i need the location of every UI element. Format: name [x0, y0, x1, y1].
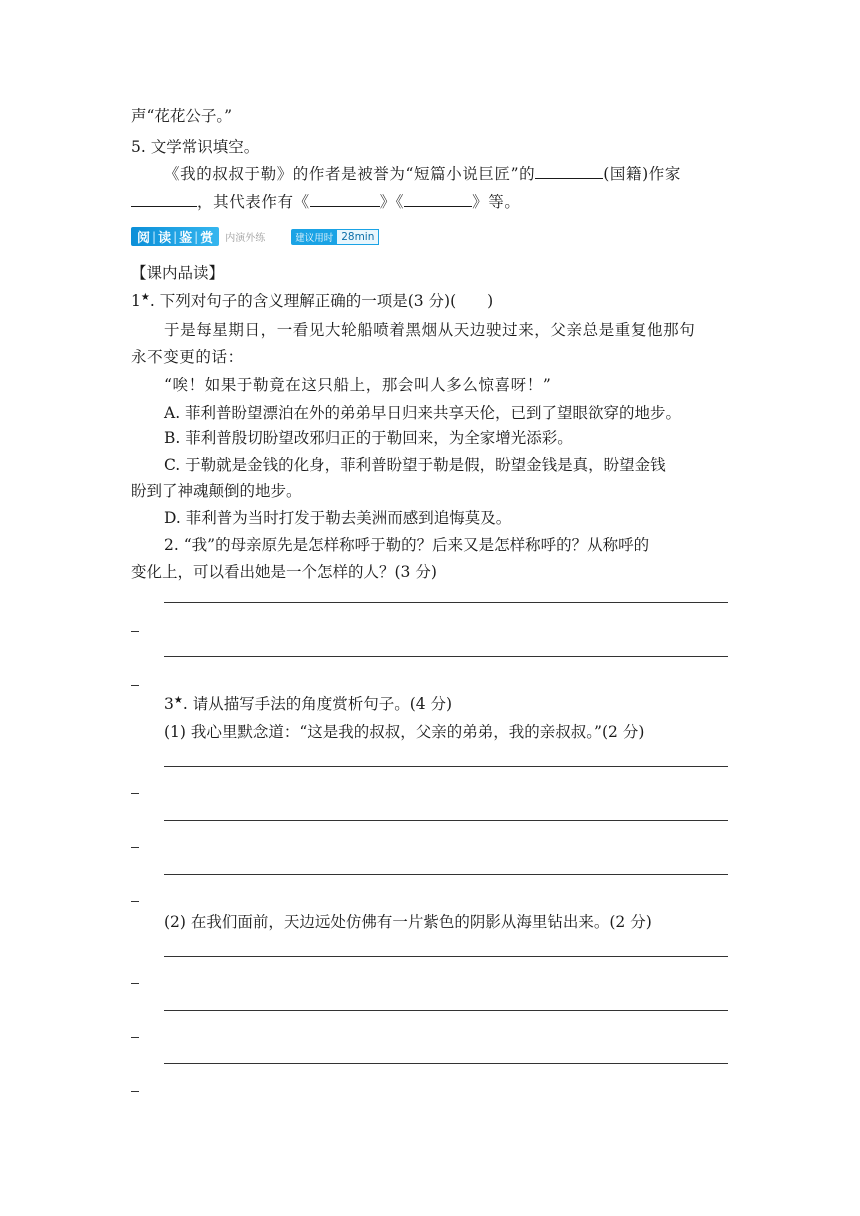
- line-marker: [131, 631, 139, 632]
- banner-char: 鉴: [179, 231, 193, 246]
- answer-line[interactable]: [164, 602, 728, 603]
- suggested-time: [291, 228, 379, 245]
- quote-line: “唉！如果于勒竟在这只船上，那会叫人多么惊喜呀！”: [164, 376, 552, 394]
- time-label: 建议用时: [291, 229, 337, 245]
- line-marker: [131, 685, 139, 686]
- answer-line[interactable]: [164, 1063, 728, 1064]
- banner-char: 阅: [137, 231, 151, 246]
- banner-subtitle: 内演外练: [225, 233, 266, 244]
- question-2-line-1: 2. “我”的母亲原先是怎样称呼于勒的？后来又是怎样称呼的？从称呼的: [164, 536, 650, 554]
- text-line: 声“花花公子。”: [131, 107, 233, 125]
- option-a[interactable]: A. 菲利普盼望漂泊在外的弟弟早日归来共享天伦，已到了望眼欲穿的地步。: [164, 404, 682, 422]
- work-2-blank[interactable]: [404, 192, 472, 207]
- answer-line[interactable]: [164, 820, 728, 821]
- star-icon: ★: [173, 694, 183, 706]
- question-number: 1: [131, 292, 141, 310]
- line-marker: [131, 983, 139, 984]
- banner-title: 阅 | 读 | 鉴 | 赏: [131, 227, 219, 246]
- banner-char: 读: [158, 231, 172, 246]
- question-5-text-tail: (国籍)作家: [603, 165, 681, 183]
- answer-line[interactable]: [164, 874, 728, 875]
- option-d[interactable]: D. 菲利普为当时打发于勒去美洲而感到追悔莫及。: [164, 509, 512, 527]
- answer-line[interactable]: [164, 1010, 728, 1011]
- question-5-line-1: [164, 162, 681, 184]
- option-c[interactable]: C. 于勒就是金钱的化身，菲利普盼望于勒是假，盼望金钱是真，盼望金钱: [164, 456, 666, 474]
- quote-line: 于是每星期日，一看见大轮船喷着黑烟从天边驶过来，父亲总是重复他那句: [164, 321, 696, 339]
- section-title: 【课内品读】: [131, 264, 225, 282]
- nationality-blank[interactable]: [535, 164, 603, 179]
- reading-banner: [131, 226, 447, 247]
- question-5-line-2: [131, 190, 520, 212]
- star-icon: ★: [140, 291, 150, 303]
- line-marker: [131, 793, 139, 794]
- line-marker: [131, 1091, 139, 1092]
- question-5-text: ，其代表作有《: [197, 193, 310, 211]
- line-marker: [131, 1037, 139, 1038]
- question-3-sub-2: (2) 在我们面前，天边远处仿佛有一片紫色的阴影从海里钻出来。(2 分): [164, 913, 652, 931]
- work-1-blank[interactable]: [310, 192, 380, 207]
- line-marker: [131, 901, 139, 902]
- question-number: 3: [164, 695, 174, 713]
- question-5-text: 》等。: [472, 193, 521, 211]
- answer-line[interactable]: [164, 656, 728, 657]
- question-5-text: 》《: [379, 193, 405, 211]
- question-3-stem: [164, 692, 452, 714]
- question-5-text: 《我的叔叔于勒》的作者是被誉为“短篇小说巨匠”的: [164, 165, 536, 183]
- question-text: . 请从描写手法的角度赏析句子。(4 分): [182, 695, 453, 713]
- answer-line[interactable]: [164, 766, 728, 767]
- time-value: 28min: [337, 229, 379, 245]
- question-3-sub-1: (1) 我心里默念道：“这是我的叔叔，父亲的弟弟，我的亲叔叔。”(2 分): [164, 723, 645, 741]
- question-5-title: 5. 文学常识填空。: [131, 138, 260, 156]
- banner-char: 赏: [200, 231, 214, 246]
- quote-line: 永不变更的话：: [131, 348, 244, 366]
- question-1-stem: [131, 289, 493, 311]
- author-blank[interactable]: [131, 192, 197, 207]
- question-text: . 下列对句子的含义理解正确的一项是(3 分)( ): [149, 292, 494, 310]
- option-c-continued: 盼到了神魂颠倒的地步。: [131, 482, 302, 500]
- option-b[interactable]: B. 菲利普殷切盼望改邪归正的于勒回来，为全家增光添彩。: [164, 429, 573, 447]
- answer-line[interactable]: [164, 956, 728, 957]
- line-marker: [131, 847, 139, 848]
- question-2-line-2: 变化上，可以看出她是一个怎样的人？(3 分): [131, 563, 437, 581]
